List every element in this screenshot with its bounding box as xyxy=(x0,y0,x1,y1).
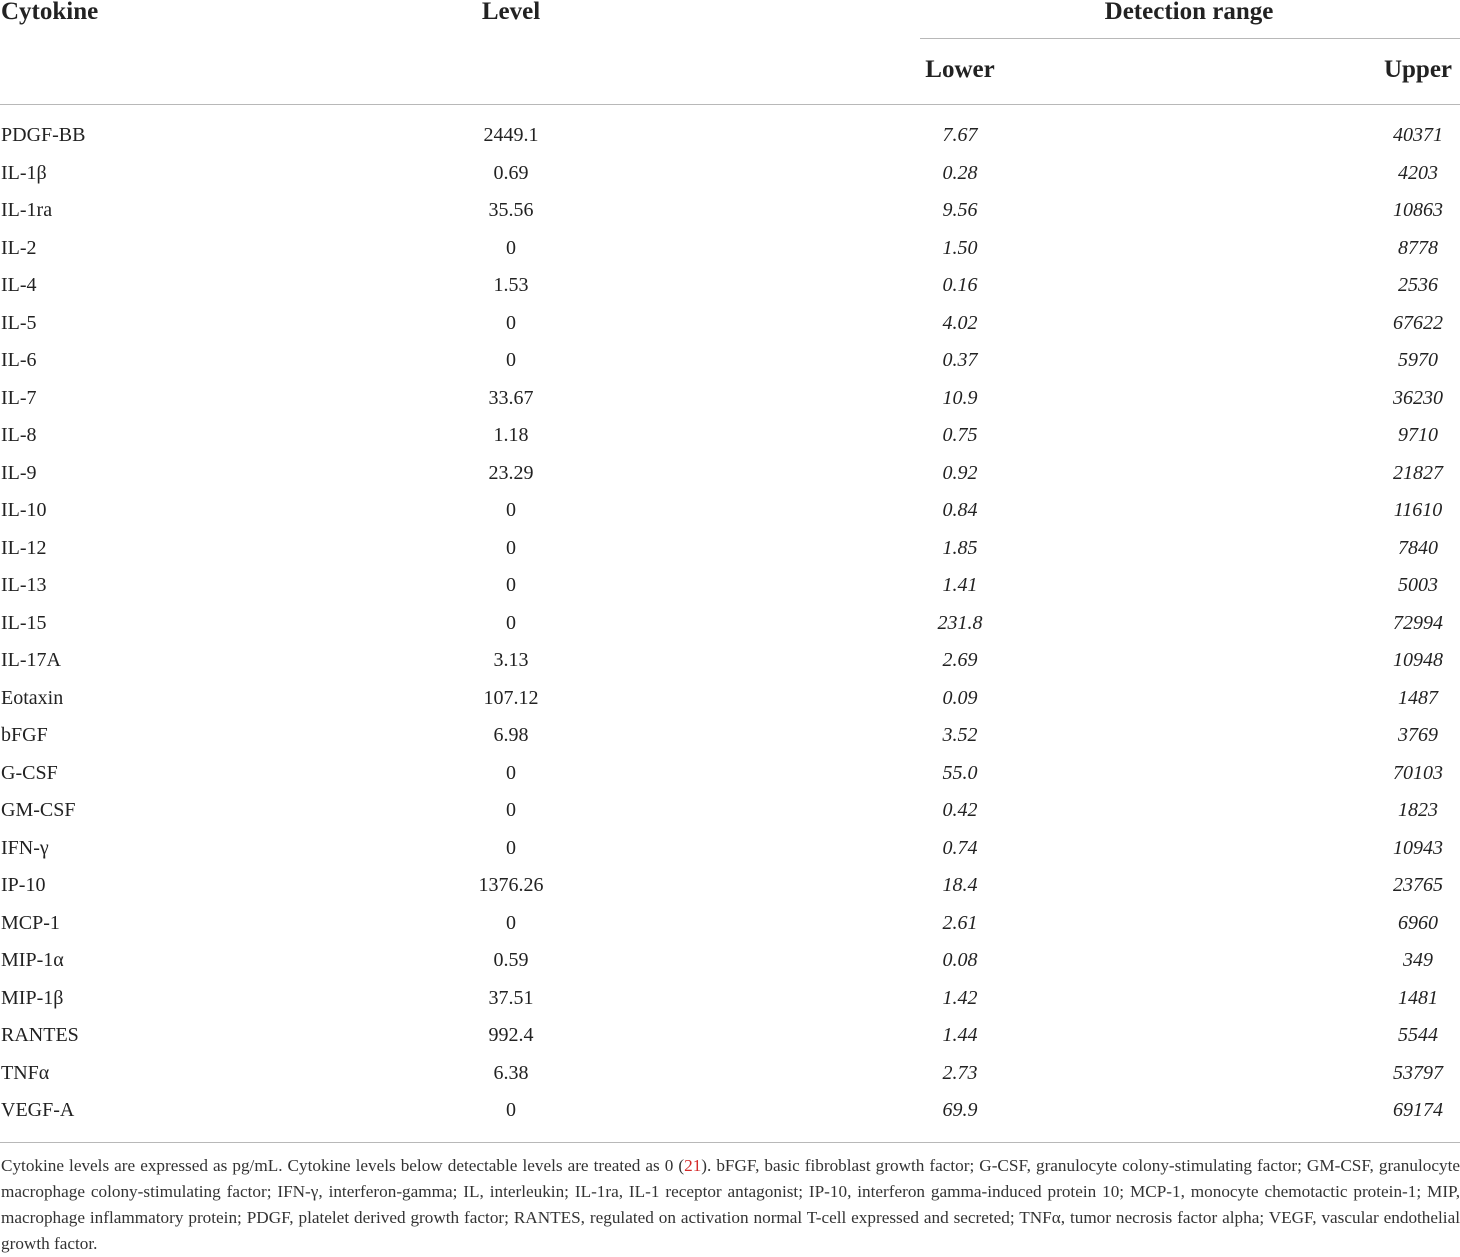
table-row xyxy=(0,530,1460,568)
header-level: Level xyxy=(481,0,541,25)
cell-lower: 0.16 xyxy=(942,274,978,296)
table-row xyxy=(0,1055,1460,1093)
cell-cytokine: TNFα xyxy=(1,1061,50,1084)
table-row xyxy=(0,117,1460,155)
table-row xyxy=(0,905,1460,943)
header-bottom-rule xyxy=(0,104,1460,105)
table-row xyxy=(0,680,1460,718)
cell-level: 37.51 xyxy=(488,986,534,1009)
cell-level: 0 xyxy=(506,311,516,334)
cell-cytokine: IL-17A xyxy=(1,649,61,671)
cell-level: 0 xyxy=(506,536,516,559)
table-row xyxy=(0,230,1460,268)
cell-upper: 10863 xyxy=(1393,199,1443,221)
cell-level: 0 xyxy=(506,911,516,934)
cell-cytokine: MIP-1α xyxy=(1,949,64,971)
cell-lower: 3.52 xyxy=(942,724,978,746)
cell-cytokine: Eotaxin xyxy=(1,686,64,709)
table-row xyxy=(0,642,1460,680)
cell-cytokine: G-CSF xyxy=(1,761,58,784)
cell-level: 0.69 xyxy=(493,161,529,184)
cell-lower: 7.67 xyxy=(942,124,978,146)
cell-upper: 21827 xyxy=(1393,461,1443,484)
cell-cytokine: MIP-1β xyxy=(1,986,64,1009)
cell-lower: 2.61 xyxy=(942,911,978,934)
table-footnote xyxy=(1,1153,1460,1257)
cell-upper: 5544 xyxy=(1398,1024,1438,1046)
cell-cytokine: IL-5 xyxy=(1,311,37,334)
cell-upper: 23765 xyxy=(1393,874,1443,896)
cell-lower: 2.69 xyxy=(942,649,978,671)
table-row xyxy=(0,1092,1460,1130)
cell-cytokine: GM-CSF xyxy=(1,799,76,821)
cell-lower: 0.92 xyxy=(942,461,978,484)
header-cytokine: Cytokine xyxy=(1,0,99,25)
cell-lower: 0.75 xyxy=(942,424,978,446)
cell-level: 0.59 xyxy=(493,949,529,971)
cell-level: 0 xyxy=(506,761,516,784)
footnote-text-start: Cytokine levels are expressed as pg/mL. Cytokine levels below detectable levels are treated as 0 ( xyxy=(1,1156,685,1175)
cell-upper: 69174 xyxy=(1393,1099,1443,1121)
table-row xyxy=(0,492,1460,530)
cell-cytokine: MCP-1 xyxy=(1,911,60,934)
cell-level: 6.98 xyxy=(493,724,529,746)
cell-level: 0 xyxy=(506,349,516,371)
cell-level: 0 xyxy=(506,1099,516,1121)
cell-cytokine: IL-2 xyxy=(1,236,37,259)
table-row xyxy=(0,417,1460,455)
cell-lower: 10.9 xyxy=(942,386,978,409)
cell-cytokine: IL-4 xyxy=(1,274,37,296)
cell-lower: 18.4 xyxy=(942,874,978,896)
cell-level: 1376.26 xyxy=(478,874,544,896)
cell-cytokine: RANTES xyxy=(1,1024,79,1046)
table-body xyxy=(0,117,1460,1130)
cell-level: 107.12 xyxy=(483,686,539,709)
cell-lower: 0.28 xyxy=(942,161,978,184)
cell-level: 2449.1 xyxy=(483,124,539,146)
table-row xyxy=(0,755,1460,793)
table-row xyxy=(0,342,1460,380)
table-row xyxy=(0,567,1460,605)
cell-lower: 0.74 xyxy=(942,836,978,859)
cell-upper: 8778 xyxy=(1398,236,1438,259)
cell-level: 3.13 xyxy=(493,649,529,671)
table-row xyxy=(0,305,1460,343)
header-upper: Upper xyxy=(1383,56,1453,83)
cell-cytokine: IL-8 xyxy=(1,424,37,446)
cell-upper: 5003 xyxy=(1398,574,1438,596)
cell-upper: 349 xyxy=(1403,949,1433,971)
cell-lower: 55.0 xyxy=(942,761,978,784)
cell-upper: 11610 xyxy=(1393,499,1443,521)
table-row xyxy=(0,605,1460,643)
cell-upper: 6960 xyxy=(1398,911,1438,934)
detection-range-rule xyxy=(920,38,1460,39)
table-row xyxy=(0,830,1460,868)
cell-level: 0 xyxy=(506,611,516,634)
cell-lower: 0.84 xyxy=(942,499,978,521)
cell-cytokine: IL-13 xyxy=(1,574,47,596)
cell-upper: 1487 xyxy=(1398,686,1438,709)
cell-cytokine: IL-10 xyxy=(1,499,47,521)
cell-cytokine: bFGF xyxy=(1,724,48,746)
table-row xyxy=(0,792,1460,830)
cell-cytokine: IL-9 xyxy=(1,461,37,484)
cell-upper: 72994 xyxy=(1393,611,1443,634)
cell-cytokine: IL-1β xyxy=(1,161,47,184)
cell-level: 35.56 xyxy=(488,199,534,221)
table-row xyxy=(0,867,1460,905)
cell-cytokine: IL-1ra xyxy=(1,199,53,221)
cell-level: 0 xyxy=(506,836,516,859)
cell-upper: 9710 xyxy=(1398,424,1438,446)
table-row xyxy=(0,192,1460,230)
cell-upper: 70103 xyxy=(1393,761,1443,784)
table-row xyxy=(0,717,1460,755)
cell-lower: 0.37 xyxy=(942,349,978,371)
header-detection-range: Detection range xyxy=(1104,0,1274,25)
cell-cytokine: IL-15 xyxy=(1,611,47,634)
cell-lower: 0.08 xyxy=(942,949,978,971)
cell-lower: 1.44 xyxy=(942,1024,978,1046)
cell-upper: 4203 xyxy=(1398,161,1438,184)
cell-cytokine: IP-10 xyxy=(1,874,46,896)
cell-level: 1.53 xyxy=(493,274,529,296)
cell-level: 23.29 xyxy=(488,461,534,484)
cell-lower: 0.42 xyxy=(942,799,978,821)
cell-level: 0 xyxy=(506,574,516,596)
cell-upper: 1481 xyxy=(1398,986,1438,1009)
cell-upper: 10948 xyxy=(1393,649,1443,671)
cell-level: 1.18 xyxy=(493,424,529,446)
cell-upper: 67622 xyxy=(1393,311,1443,334)
cell-level: 0 xyxy=(506,236,516,259)
cell-lower: 0.09 xyxy=(942,686,978,709)
table-row xyxy=(0,380,1460,418)
table-row xyxy=(0,980,1460,1018)
header-lower: Lower xyxy=(925,56,995,83)
table-row xyxy=(0,155,1460,193)
reference-link[interactable]: 21 xyxy=(684,1156,702,1175)
cell-lower: 9.56 xyxy=(942,199,978,221)
cell-upper: 7840 xyxy=(1398,536,1438,559)
cell-lower: 231.8 xyxy=(937,611,983,634)
cell-lower: 2.73 xyxy=(942,1061,978,1084)
cell-upper: 2536 xyxy=(1398,274,1438,296)
table-bottom-rule xyxy=(0,1142,1460,1143)
cell-upper: 40371 xyxy=(1393,124,1443,146)
cell-level: 0 xyxy=(506,499,516,521)
cell-lower: 1.50 xyxy=(942,236,978,259)
cell-cytokine: IL-12 xyxy=(1,536,47,559)
table-row xyxy=(0,455,1460,493)
cell-upper: 53797 xyxy=(1393,1061,1443,1084)
cell-cytokine: IL-7 xyxy=(1,386,37,409)
table-row xyxy=(0,267,1460,305)
cell-level: 33.67 xyxy=(488,386,534,409)
cell-upper: 10943 xyxy=(1393,836,1443,859)
cell-cytokine: IL-6 xyxy=(1,349,37,371)
cell-upper: 36230 xyxy=(1393,386,1443,409)
table-row xyxy=(0,942,1460,980)
cell-cytokine: VEGF-A xyxy=(1,1099,75,1121)
cell-level: 992.4 xyxy=(488,1024,534,1046)
cell-lower: 1.42 xyxy=(942,986,978,1009)
cell-cytokine: IFN-γ xyxy=(1,836,49,859)
cell-upper: 3769 xyxy=(1398,724,1438,746)
footnote-text-end: ). bFGF, basic fibroblast growth factor; G-CSF, granulocyte colony-stimulating factor; GM-CSF, granulocyte macrophage colony-stimulating factor; IFN-γ, interferon-gamma; IL, interleukin; IL-1ra, IL-1 receptor antagonist; IP-10, interferon gamma-induced protein 10; MCP-1, monocyte chemotactic protein-1; MIP, macrophage inflammatory protein; PDGF, platelet derived growth factor; RANTES, regulated on activation normal T-cell expressed and secreted; TNFα, tumor necrosis factor alpha; VEGF, vascular endothelial growth factor. xyxy=(1,1156,1460,1253)
cell-level: 6.38 xyxy=(493,1061,529,1084)
cell-lower: 69.9 xyxy=(942,1099,978,1121)
cell-level: 0 xyxy=(506,799,516,821)
cell-lower: 1.85 xyxy=(942,536,978,559)
cell-upper: 5970 xyxy=(1398,349,1438,371)
table-row xyxy=(0,1017,1460,1055)
cell-cytokine: PDGF-BB xyxy=(1,124,86,146)
cell-upper: 1823 xyxy=(1398,799,1438,821)
cell-lower: 1.41 xyxy=(942,574,978,596)
cell-lower: 4.02 xyxy=(942,311,978,334)
